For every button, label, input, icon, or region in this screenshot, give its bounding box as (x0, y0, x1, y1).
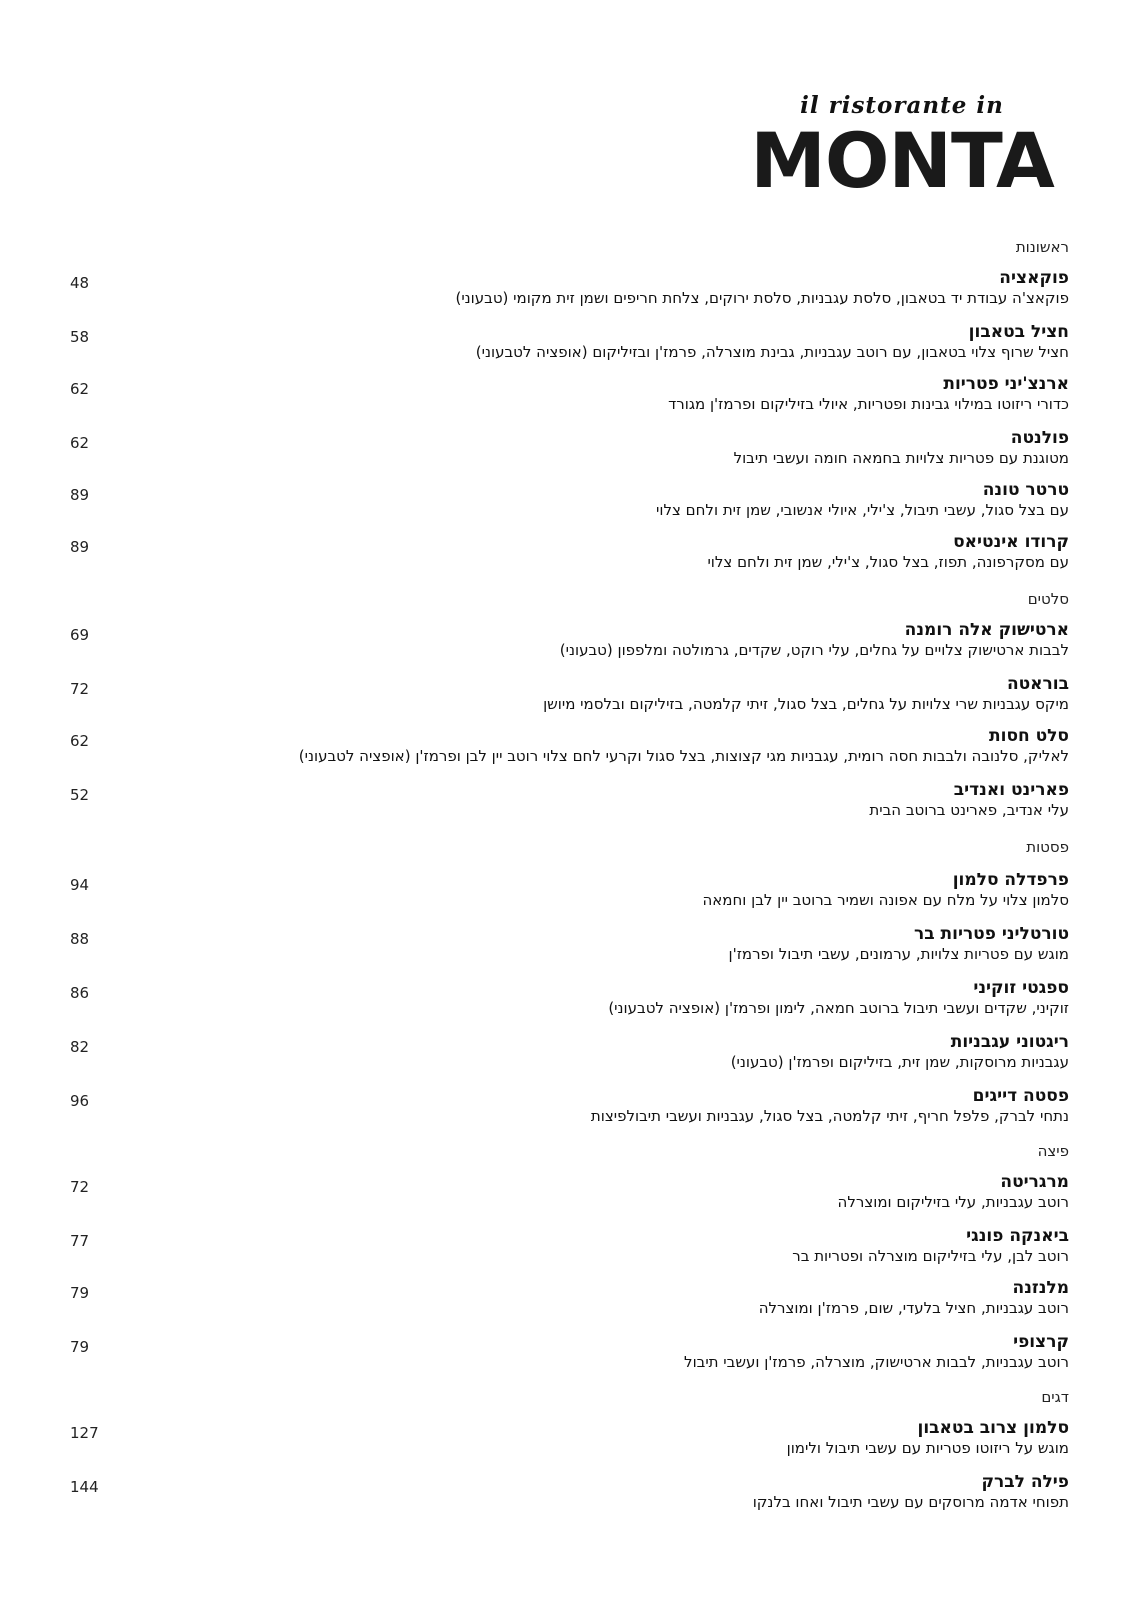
item-name: פוקאציה (999, 268, 1069, 288)
item-price: 62 (70, 732, 90, 750)
logo-script-text: il ristorante in (800, 92, 1004, 119)
item-description: מוגש עם פטריות צלויות, ערמונים, עשבי תיבול ופרמז'ן (728, 945, 1069, 963)
item-price: 62 (70, 380, 90, 398)
item-description: לאליק, סלנובה ולבבות חסה רומית, עגבניות מגי קצוצות, בצל סגול וקרעי לחם צלוי רוטב יין לבן ופרמז'ן (אופציה לטבעוני) (298, 747, 1069, 765)
item-description: רוטב עגבניות, חציל בלעדי, שום, פרמז'ן ומוצרלה (758, 1299, 1069, 1317)
item-price: 58 (70, 328, 90, 346)
item-price: 86 (70, 984, 90, 1002)
section-title-fish: דגים (1041, 1388, 1069, 1406)
item-price: 48 (70, 274, 90, 292)
item-description: זוקיני, שקדים ועשבי תיבול ברוטב חמאה, לימון ופרמז'ן (אופציה לטבעוני) (608, 999, 1069, 1017)
item-name: ספגטי זוקיני (973, 978, 1069, 998)
item-description: תפוחי אדמה מרוסקים עם עשבי תיבול ואחו בלנקו (752, 1493, 1069, 1511)
item-name: ארנצ'יני פטריות (943, 374, 1069, 394)
item-description: עגבניות מרוסקות, שמן זית, בזיליקום ופרמז'ן (טבעוני) (730, 1053, 1069, 1071)
item-price: 72 (70, 1178, 90, 1196)
item-description: רוטב עגבניות, לבבות ארטישוק, מוצרלה, פרמז'ן ועשבי תיבול (684, 1353, 1069, 1371)
item-name: מרגריטה (1000, 1172, 1069, 1192)
item-description: כדורי ריזוטו במילוי גבינות ופטריות, איולי בזיליקום ופרמז'ן מגורד (668, 395, 1069, 413)
section-title-salads: סלטים (1027, 590, 1069, 608)
section-title-pasta: פסטות (1026, 838, 1069, 856)
item-price: 62 (70, 434, 90, 452)
section-title-starters: ראשונות (1015, 238, 1069, 256)
item-name: פארינט ואנדיב (953, 780, 1069, 800)
item-price: 69 (70, 626, 90, 644)
item-description: רוטב עגבניות, עלי בזיליקום ומוצרלה (837, 1193, 1069, 1211)
item-description: מטוגנת עם פטריות צלויות בחמאה חומה ועשבי תיבול (733, 449, 1069, 467)
item-description: נתחי לברק, פלפל חריף, זיתי קלמטה, בצל סגול, עגבניות ועשבי תיבולפיצות (590, 1107, 1069, 1125)
item-description: חציל שרוף צלוי בטאבון, עם רוטב עגבניות, גבינת מוצרלה, פרמז'ן ובזיליקום (אופציה לטבעוני) (475, 343, 1069, 361)
item-description: מוגש על ריזוטו פטריות עם עשבי תיבול ולימון (786, 1439, 1069, 1457)
item-price: 79 (70, 1284, 90, 1302)
item-price: 79 (70, 1338, 90, 1356)
item-price: 89 (70, 538, 90, 556)
item-name: בוראטה (1006, 674, 1069, 694)
item-price: 77 (70, 1232, 90, 1250)
item-name: קרצופי (1013, 1332, 1069, 1352)
item-description: מיקס עגבניות שרי צלויות על גחלים, בצל סגול, זיתי קלמטה, בזיליקום ובלסמי מיושן (543, 695, 1069, 713)
item-name: פילה לברק (981, 1472, 1069, 1492)
item-price: 127 (70, 1424, 99, 1442)
item-name: פרפדלה סלמון (952, 870, 1069, 890)
item-price: 144 (70, 1478, 99, 1496)
item-name: טורטליני פטריות בר (913, 924, 1069, 944)
item-price: 96 (70, 1092, 90, 1110)
item-price: 94 (70, 876, 90, 894)
item-description: פוקאצ'ה עבודת יד בטאבון, סלסת עגבניות, סלסת ירוקים, צלחת חריפים ושמן זית מקומי (טבעוני) (455, 289, 1069, 307)
item-price: 52 (70, 786, 90, 804)
item-description: רוטב לבן, עלי בזיליקום מוצרלה ופטריות בר (792, 1247, 1069, 1265)
item-description: עם בצל סגול, עשבי תיבול, צ'ילי, איולי אנשובי, שמן זית ולחם צלוי (656, 501, 1069, 519)
section-title-pizza: פיצה (1037, 1142, 1069, 1160)
item-description: סלמון צלוי על מלח עם אפונה ושמיר ברוטב יין לבן וחמאה (702, 891, 1069, 909)
item-price: 82 (70, 1038, 90, 1056)
item-name: פסטה דייגים (972, 1086, 1069, 1106)
item-name: מלנזנה (1012, 1278, 1069, 1298)
item-name: ארטישוק אלה רומנה (904, 620, 1069, 640)
item-name: קרודו אינטיאס (953, 532, 1069, 552)
item-name: טרטר טונה (982, 480, 1069, 500)
item-description: לבבות ארטישוק צלויים על גחלים, עלי רוקט, שקדים, גרמולטה ומלפפון (טבעוני) (559, 641, 1069, 659)
item-name: ביאנקה פונגי (966, 1226, 1069, 1246)
item-name: פולנטה (1010, 428, 1069, 448)
item-price: 88 (70, 930, 90, 948)
item-price: 72 (70, 680, 90, 698)
item-description: עם מסקרפונה, תפוז, בצל סגול, צ'ילי, שמן זית ולחם צלוי (707, 553, 1069, 571)
item-price: 89 (70, 486, 90, 504)
item-name: חציל בטאבון (968, 322, 1069, 342)
item-name: סלמון צרוב בטאבון (917, 1418, 1069, 1438)
item-name: סלט חסות (989, 726, 1069, 746)
item-description: עלי אנדיב, פארינט ברוטב הבית (869, 801, 1069, 819)
item-name: ריגטוני עגבניות (950, 1032, 1069, 1052)
logo-wordmark: MONTA (750, 116, 1054, 205)
restaurant-logo (737, 92, 1067, 205)
